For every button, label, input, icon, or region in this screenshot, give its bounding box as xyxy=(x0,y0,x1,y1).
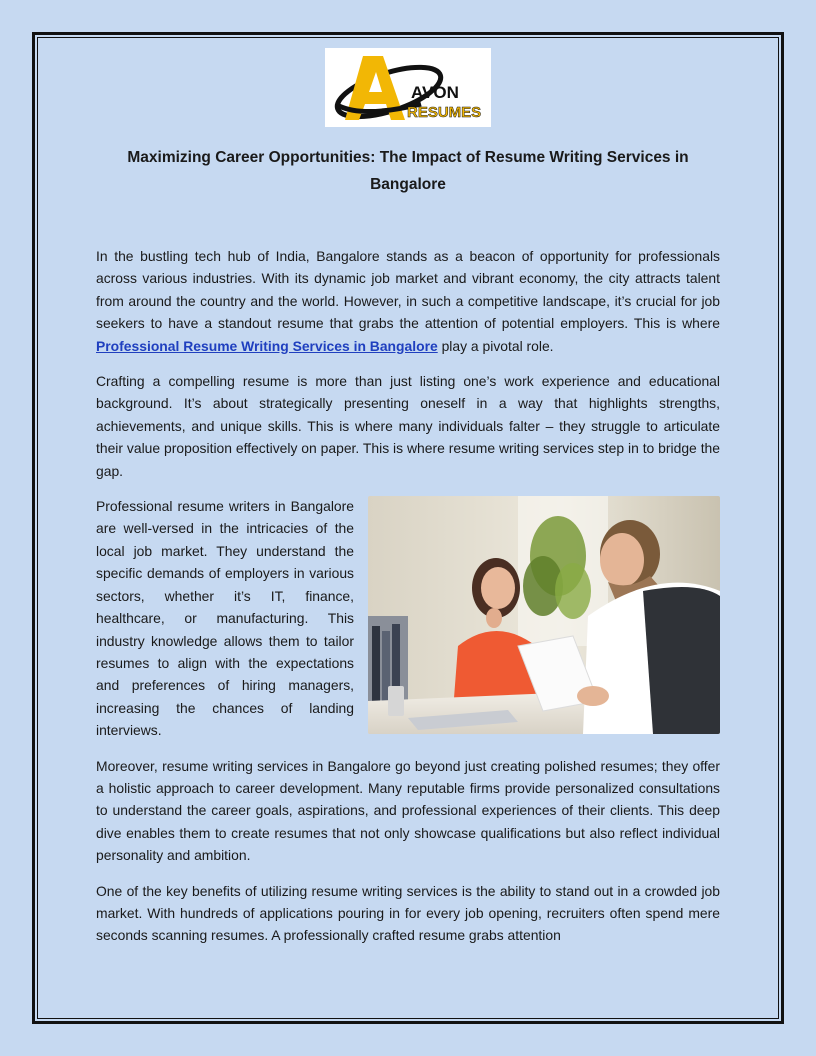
article-body xyxy=(96,245,720,960)
avon-resumes-logo xyxy=(325,48,491,127)
paragraph-crafting xyxy=(96,370,720,482)
paragraph-local-writers-text: Professional resume writers in Bangalore are well-versed in the intricacies of the local job market. They understand the specific demands of employers in various sectors, whether it’s IT, finance, healthcare, or manufacturing. This industry knowledge allows them to tailor resumes to align with the expectations and preferences of hiring managers, increasing the chances of landing interviews. xyxy=(96,498,354,739)
logo-graphic xyxy=(325,48,491,127)
page-title: Maximizing Career Opportunities: The Impact of Resume Writing Services in Bangalore xyxy=(127,149,689,193)
logo-text-avon: AVON xyxy=(411,83,459,102)
paragraph-benefits-text: One of the key benefits of utilizing resume writing services is the ability to stand out in a crowded job market. With hundreds of applications pouring in for every job opening, recruiters often spend mere seconds scanning resumes. A professionally crafted resume grabs attention xyxy=(96,882,720,944)
resume-services-link[interactable]: Professional Resume Writing Services in Bangalore xyxy=(96,337,438,354)
paragraph-crafting-text: Crafting a compelling resume is more than just listing one’s work experience and educational background. It’s about strategically presenting oneself in a way that highlights strengths, achievements, and unique skills. This is where many individuals falter – they struggle to articulate their value proposition effectively on paper. This is where resume writing services step in to bridge the gap. xyxy=(96,373,720,479)
interview-photo xyxy=(368,496,720,734)
paragraph-holistic xyxy=(96,755,720,867)
logo-text-resumes: RESUMES xyxy=(407,104,482,121)
interview-photo-graphic xyxy=(368,496,720,734)
paragraph-holistic-text: Moreover, resume writing services in Bangalore go beyond just creating polished resumes; they offer a holistic approach to career development. Many reputable firms provide personalized consultations to understand the career goals, aspirations, and professional experiences of their clients. This deep dive enables them to create resumes that not only showcase qualifications but also reflect individual personality and ambition. xyxy=(96,757,720,864)
paragraph-intro-text: In the bustling tech hub of India, Bangalore stands as a beacon of opportunity for professionals across various industries. With its dynamic job market and vibrant economy, the city attracts talent from around the country and the world. However, in such a competitive landscape, it’s crucial for job seekers to have a standout resume that grabs the attention of potential employers. This is where xyxy=(96,248,720,332)
paragraph-benefits xyxy=(96,880,720,947)
paragraph-intro xyxy=(96,245,720,357)
paragraph-intro-tail: play a pivotal role. xyxy=(437,337,554,354)
